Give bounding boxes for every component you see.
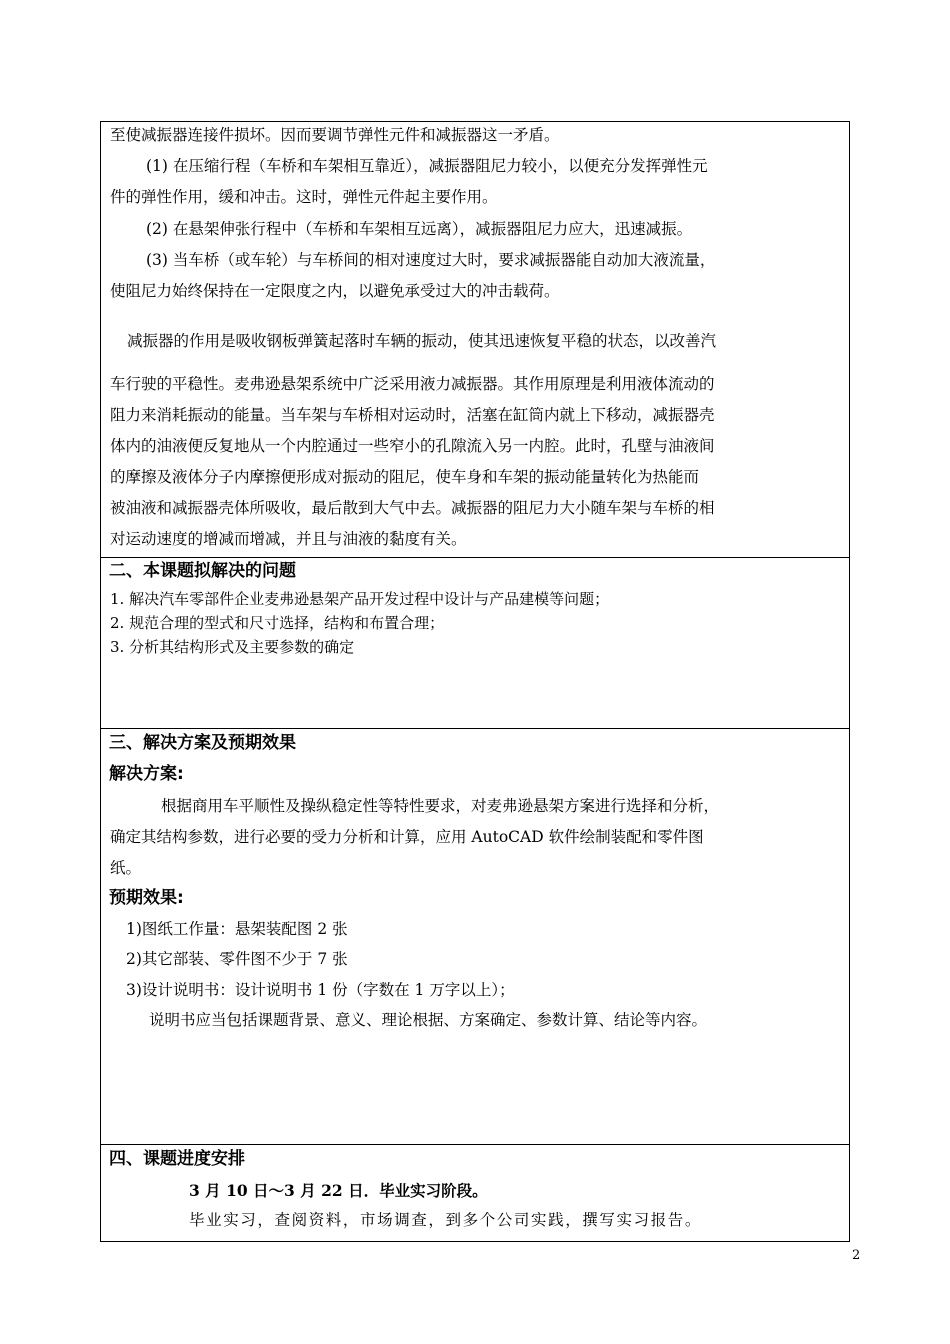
- section-schedule: [101, 1145, 849, 1241]
- list-item: 3)设计说明书：设计说明书 1 份（字数在 1 万字以上）；: [126, 981, 515, 999]
- list-item: 2. 规范合理的型式和尺寸选择，结构和布置合理；: [110, 614, 445, 632]
- list-item: 1)图纸工作量：悬架装配图 2 张: [126, 920, 348, 938]
- section-heading: 三、解决方案及预期效果: [109, 733, 296, 753]
- section-background: [101, 122, 849, 558]
- subheading-expected-effect: 预期效果:: [109, 888, 184, 908]
- paragraph-line: 减振器的作用是吸收钢板弹簧起落时车辆的振动，使其迅速恢复平稳的状态，以改善汽: [127, 332, 717, 350]
- section-problems: [101, 558, 849, 729]
- paragraph-line: 的摩擦及液体分子内摩擦便形成对振动的阻尼，使车身和车架的振动能量转化为热能而: [110, 468, 700, 486]
- schedule-period: 3 月 10 日～3 月 22 日．毕业实习阶段。: [189, 1181, 488, 1200]
- paragraph-line: 件的弹性作用，缓和冲击。这时，弹性元件起主要作用。: [110, 188, 498, 206]
- paragraph-line: 阻力来消耗振动的能量。当车架与车桥相对运动时，活塞在缸筒内就上下移动，减振器壳: [110, 406, 715, 424]
- page-number: 2: [852, 1248, 861, 1263]
- paragraph-line: 车行驶的平稳性。麦弗逊悬架系统中广泛采用液力减振器。其作用原理是利用液体流动的: [110, 375, 715, 393]
- content-table: [100, 121, 850, 1242]
- section-solution: [101, 729, 849, 1145]
- paragraph-line: 体内的油液便反复地从一个内腔通过一些窄小的孔隙流入另一内腔。此时，孔壁与油液间: [110, 437, 715, 455]
- paragraph-line: 纸。: [110, 859, 142, 877]
- list-item: 3. 分析其结构形式及主要参数的确定: [110, 638, 355, 656]
- paragraph-line: 至使减振器连接件损坏。因而要调节弹性元件和减振器这一矛盾。: [110, 126, 560, 144]
- paragraph-line: (3) 当车桥（或车轮）与车桥间的相对速度过大时，要求减振器能自动加大液流量，: [146, 251, 716, 269]
- section-heading: 二、本课题拟解决的问题: [109, 561, 296, 581]
- paragraph-line: 被油液和减振器壳体所吸收，最后散到大气中去。减振器的阻尼力大小随车架与车桥的相: [110, 499, 715, 517]
- paragraph-line: (2) 在悬架伸张行程中（车桥和车架相互远离），减振器阻尼力应大，迅速减振。: [146, 220, 693, 238]
- subheading-solution: 解决方案:: [109, 764, 184, 784]
- list-item: 1. 解决汽车零部件企业麦弗逊悬架产品开发过程中设计与产品建模等问题；: [110, 590, 610, 608]
- section-heading: 四、课题进度安排: [109, 1149, 245, 1169]
- paragraph-line: 说明书应当包括课题背景、意义、理论根据、方案确定、参数计算、结论等内容。: [149, 1011, 708, 1029]
- paragraph-line: 确定其结构参数，进行必要的受力分析和计算，应用 AutoCAD 软件绘制装配和零件图: [110, 828, 704, 846]
- schedule-description: 毕业实习，查阅资料，市场调查，到多个公司实践，撰写实习报告。: [189, 1211, 703, 1229]
- paragraph-line: 根据商用车平顺性及操纵稳定性等特性要求，对麦弗逊悬架方案进行选择和分析，: [161, 797, 720, 815]
- list-item: 2)其它部装、零件图不少于 7 张: [126, 950, 348, 968]
- paragraph-line: 对运动速度的增减而增减，并且与油液的黏度有关。: [110, 530, 467, 548]
- paragraph-line: 使阻尼力始终保持在一定限度之内，以避免承受过大的冲击载荷。: [110, 282, 560, 300]
- paragraph-line: (1) 在压缩行程（车桥和车架相互靠近），减振器阻尼力较小，以便充分发挥弹性元: [146, 157, 708, 175]
